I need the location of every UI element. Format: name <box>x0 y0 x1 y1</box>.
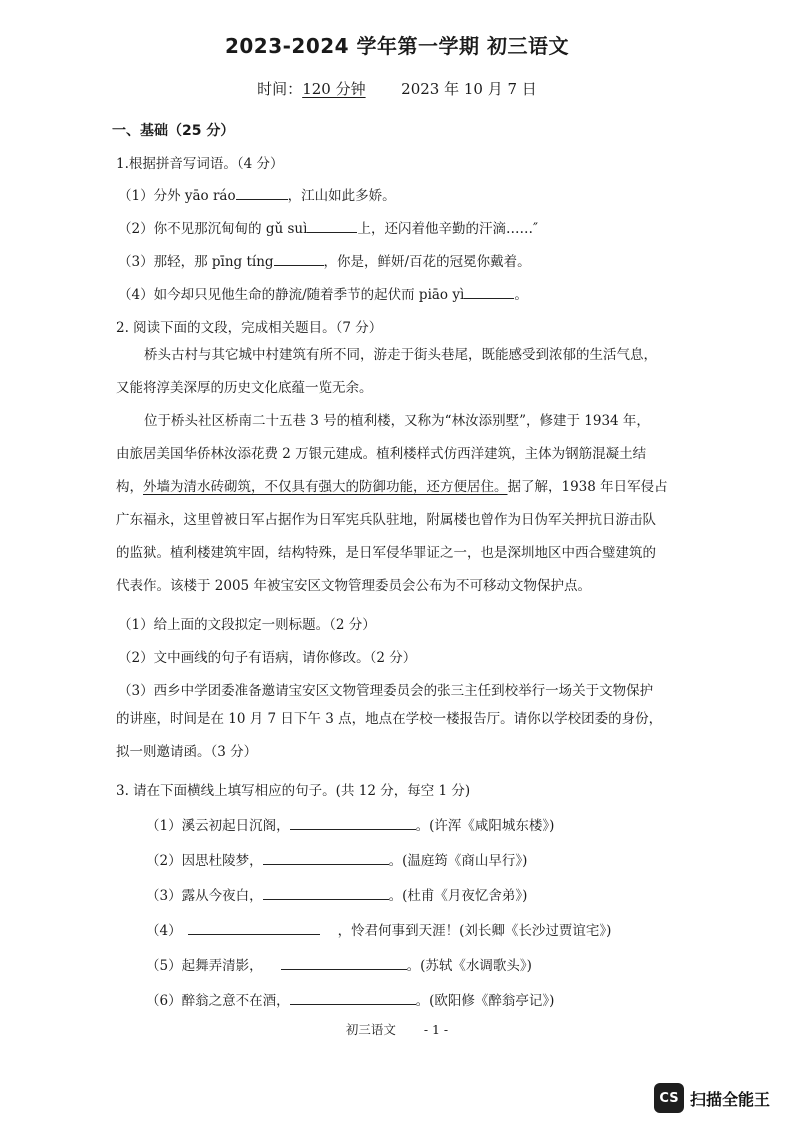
section-heading: 一、基础（25 分） <box>112 123 235 139</box>
q1-item-2: （2）你不见那沉甸甸的 gǔ suì 上，还闪着他辛勤的汗滴……″ <box>118 217 538 237</box>
answer-blank[interactable] <box>290 815 416 830</box>
q2-sub-3-cont: 拟一则邀请函。（3 分） <box>116 744 258 760</box>
question-1-stem: 1.根据拼音写词语。（4 分） <box>116 156 284 172</box>
q3-item-6: （6）醉翁之意不在酒， 。(欧阳修《醉翁亭记》) <box>146 989 554 1009</box>
answer-blank[interactable] <box>274 251 324 266</box>
q2-sub-3-cont: 的讲座，时间是在 10 月 7 日下午 3 点，地点在学校一楼报告厅。请你以学校团委的身份， <box>116 711 663 727</box>
camscanner-logo-icon: CS <box>654 1083 684 1113</box>
answer-blank[interactable] <box>263 885 389 900</box>
page-title: 2023-2024 学年第一学期 初三语文 <box>224 34 570 58</box>
passage-line: 构，外墙为清水砖砌筑，不仅具有强大的防御功能，还方便居住。据了解，1938 年日军侵占 <box>116 479 668 495</box>
q1-item-3: （3）那轻，那 pīng tíng ，你是，鲜妍/百花的冠冕你戴着。 <box>118 250 531 270</box>
q2-sub-2: （2）文中画线的句子有语病，请你修改。（2 分） <box>118 650 417 666</box>
q1-item-4: （4）如今却只见他生命的静流/随着季节的起伏而 piāo yì 。 <box>118 283 528 303</box>
page-number: - 1 - <box>423 1022 449 1037</box>
passage-line: 代表作。该楼于 2005 年被宝安区文物管理委员会公布为不可移动文物保护点。 <box>116 578 591 594</box>
time-label: 时间： <box>257 80 303 98</box>
underlined-sentence: 外墙为清水砖砌筑，不仅具有强大的防御功能，还方便居住。 <box>143 479 508 495</box>
time-value: 120 分钟 <box>302 80 366 98</box>
passage-line: 由旅居美国华侨林汝添花费 2 万银元建成。植利楼样式仿西洋建筑，主体为钢筋混凝土结 <box>116 446 647 462</box>
q1-item-1: （1）分外 yāo ráo ，江山如此多娇。 <box>118 184 396 204</box>
answer-blank[interactable] <box>188 920 320 935</box>
answer-blank[interactable] <box>464 284 514 299</box>
passage-line: 的监狱。植利楼建筑牢固，结构特殊，是日军侵华罪证之一，也是深圳地区中西合璧建筑的 <box>116 545 656 561</box>
answer-blank[interactable] <box>290 990 416 1005</box>
page-footer <box>0 1020 794 1038</box>
exam-date: 2023 年 10 月 7 日 <box>401 80 537 98</box>
question-3-stem: 3. 请在下面横线上填写相应的句子。(共 12 分，每空 1 分) <box>116 783 471 799</box>
answer-blank[interactable] <box>307 218 357 233</box>
scanner-watermark <box>654 1083 770 1113</box>
exam-info <box>0 78 794 99</box>
q3-item-5: （5）起舞弄清影， 。(苏轼《水调歌头》) <box>146 954 532 974</box>
q3-item-2: （2）因思杜陵梦， 。(温庭筠《商山早行》) <box>146 849 527 869</box>
q2-sub-3: （3）西乡中学团委准备邀请宝安区文物管理委员会的张三主任到校举行一场关于文物保护 <box>118 683 654 699</box>
answer-blank[interactable] <box>281 955 407 970</box>
q3-item-4: （4） ，怜君何事到天涯！(刘长卿《长沙过贾谊宅》) <box>146 919 611 939</box>
footer-label: 初三语文 <box>345 1022 396 1037</box>
q3-item-1: （1）溪云初起日沉阁， 。(许浑《咸阳城东楼》) <box>146 814 554 834</box>
answer-blank[interactable] <box>236 185 288 200</box>
watermark-text: 扫描全能王 <box>690 1089 771 1109</box>
passage-line: 桥头古村与其它城中村建筑有所不同，游走于街头巷尾，既能感受到浓郁的生活气息， <box>144 347 657 363</box>
passage-line: 位于桥头社区桥南二十五巷 3 号的植利楼，又称为“林汝添别墅”，修建于 1934 年， <box>144 413 650 429</box>
q2-sub-1: （1）给上面的文段拟定一则标题。（2 分） <box>118 617 376 633</box>
passage-line: 又能将淳美深厚的历史文化底蕴一览无余。 <box>116 380 373 396</box>
q3-item-3: （3）露从今夜白， 。(杜甫《月夜忆舍弟》) <box>146 884 527 904</box>
passage-line: 广东福永，这里曾被日军占据作为日军宪兵队驻地，附属楼也曾作为日伪军关押抗日游击队 <box>116 512 656 528</box>
question-2-stem: 2. 阅读下面的文段，完成相关题目。（7 分） <box>116 320 383 336</box>
answer-blank[interactable] <box>263 850 389 865</box>
